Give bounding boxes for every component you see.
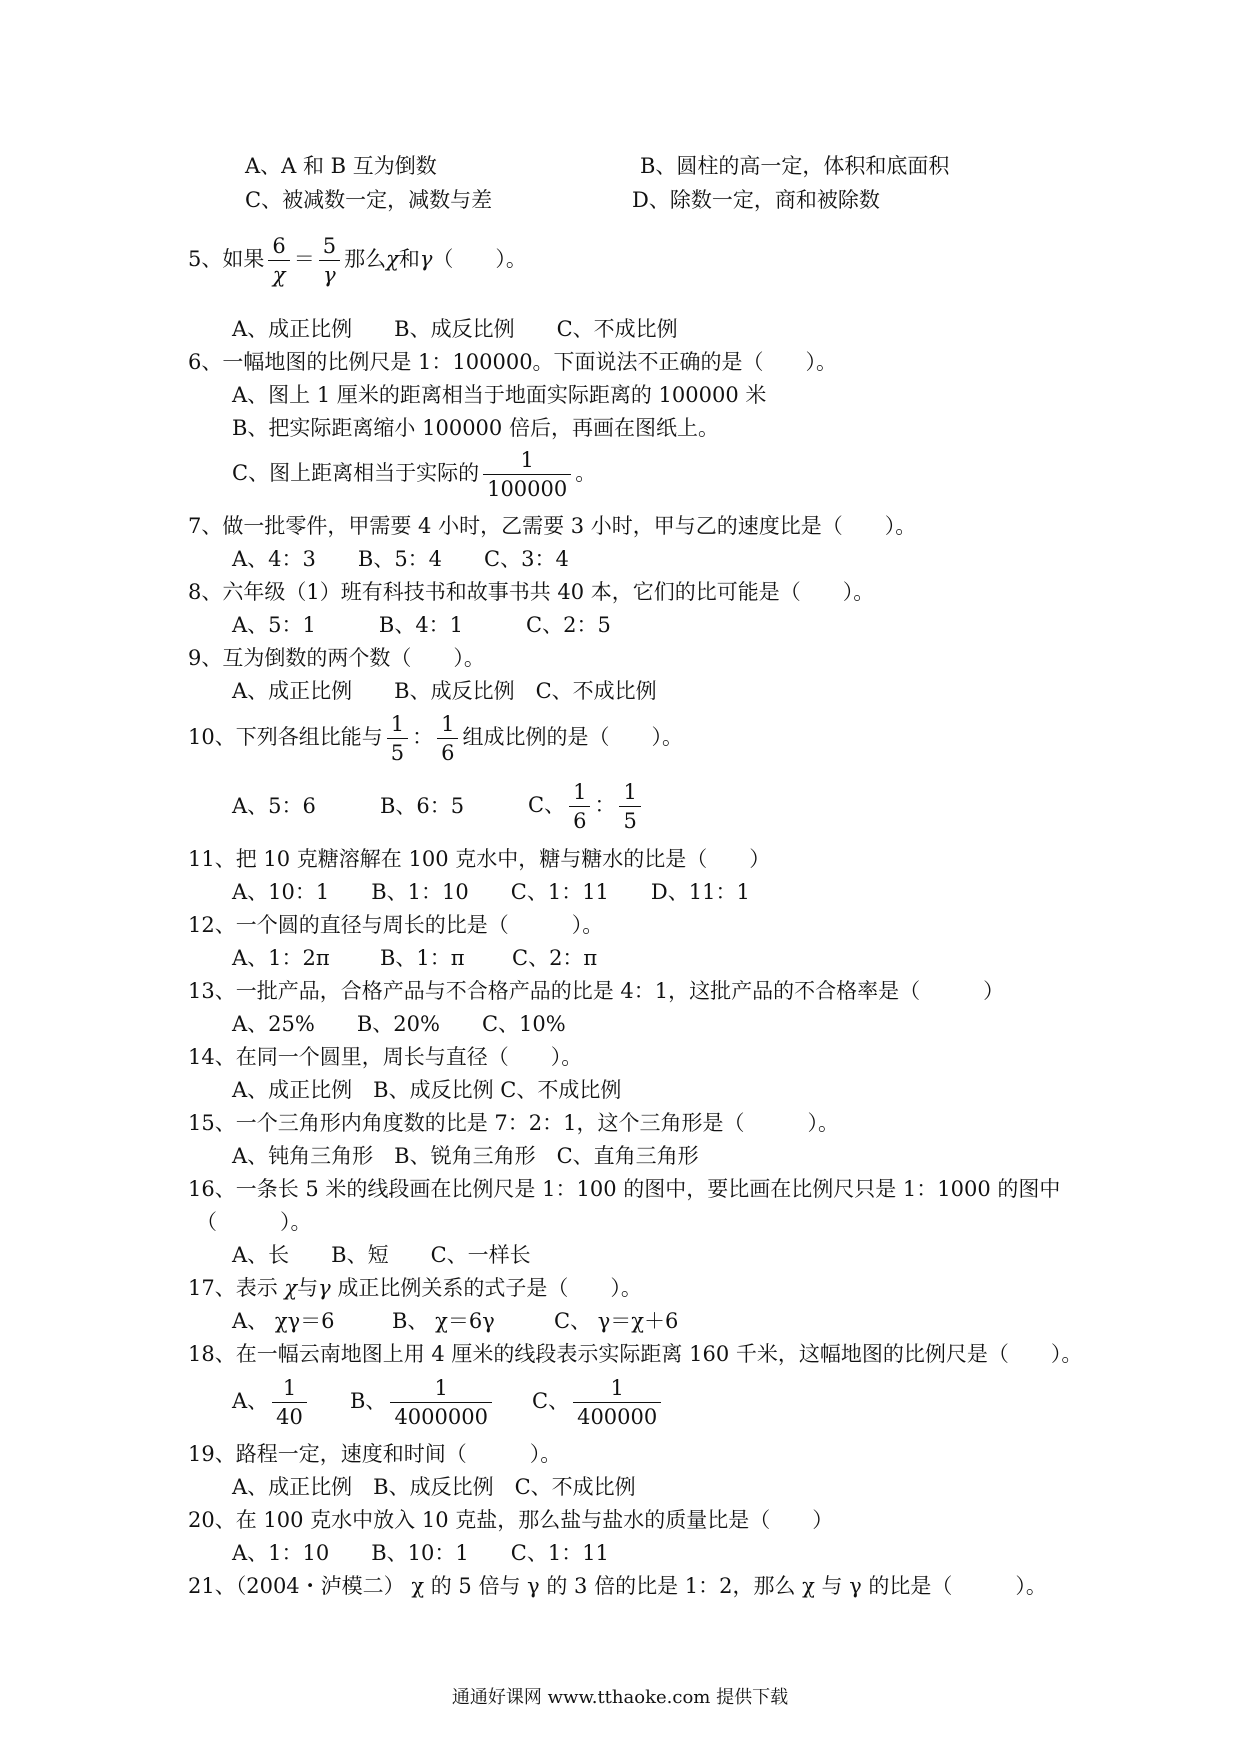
question-17: 17、表示 χ与γ 成正比例关系的式子是（ ）。 xyxy=(188,1276,642,1300)
q18-option-a: A、 $\frac{1}{40}$ xyxy=(232,1374,311,1431)
question-6: 6、一幅地图的比例尺是 1：100000。下面说法不正确的是（ ）。 xyxy=(188,350,838,374)
q16-blank: （ ）。 xyxy=(196,1210,312,1234)
q5-fraction-1: $\frac{6}{\chi}$ xyxy=(268,232,289,289)
q4-option-a: A、A 和 B 互为倒数 xyxy=(245,154,437,178)
q12-option-b: B、1：π xyxy=(380,946,465,970)
q14-options: A、成正比例 B、成反比例 C、不成比例 xyxy=(232,1078,622,1102)
question-15: 15、一个三角形内角度数的比是 7：2：1，这个三角形是（ ）。 xyxy=(188,1111,839,1135)
q17-option-b: B、 χ＝6γ xyxy=(392,1309,495,1333)
q6-option-b: B、把实际距离缩小 100000 倍后，再画在图纸上。 xyxy=(232,416,719,440)
q5-var-y: γ xyxy=(419,247,433,271)
q11-options: A、10：1 B、1：10 C、1：11 D、11：1 xyxy=(232,880,750,904)
q10-fraction-2: $\frac{1}{6}$ xyxy=(437,710,458,767)
q5-var-x: χ xyxy=(386,247,399,271)
q10-option-b: B、6：5 xyxy=(380,794,465,818)
q6-option-a: A、图上 1 厘米的距离相当于地面实际距离的 100000 米 xyxy=(232,383,767,407)
question-16: 16、一条长 5 米的线段画在比例尺是 1：100 的图中，要比画在比例尺只是 1：1000 的图中 xyxy=(188,1177,1061,1201)
q6-fraction: $\frac{1}{100000}$ xyxy=(483,446,571,503)
q10-option-c: C、 $\frac{1}{6}$ ： $\frac{1}{5}$ xyxy=(528,778,645,835)
question-19: 19、路程一定，速度和时间（ ）。 xyxy=(188,1442,562,1466)
q17-options xyxy=(232,1307,792,1335)
question-8: 8、六年级（1）班有科技书和故事书共 40 本，它们的比可能是（ ）。 xyxy=(188,580,875,604)
question-13: 13、一批产品，合格产品与不合格产品的比是 4：1，这批产品的不合格率是（ ） xyxy=(188,979,1005,1003)
q13-options: A、25% B、20% C、10% xyxy=(232,1012,566,1036)
q20-options: A、1：10 B、10：1 C、1：11 xyxy=(232,1541,609,1565)
question-12: 12、一个圆的直径与周长的比是（ ）。 xyxy=(188,913,604,937)
question-18: 18、在一幅云南地图上用 4 厘米的线段表示实际距离 160 千米，这幅地图的比例尺是（ ）。 xyxy=(188,1342,1083,1366)
q5-equals: ＝ xyxy=(293,247,315,271)
q5-blank: （ ）。 xyxy=(432,247,527,271)
q12-option-c: C、2：π xyxy=(512,946,598,970)
question-21: 21、（2004・泸模二） χ 的 5 倍与 γ 的 3 倍的比是 1：2，那么 χ 与 γ 的比是（ ）。 xyxy=(188,1574,1047,1598)
q5-options: A、成正比例 B、成反比例 C、不成比例 xyxy=(232,317,678,341)
q4-option-d: D、除数一定，商和被除数 xyxy=(632,188,880,212)
q5-mid: 那么 xyxy=(344,247,387,271)
q6-option-c: C、图上距离相当于实际的 $\frac{1}{100000}$ 。 xyxy=(232,448,597,501)
q10-option-a: A、5：6 xyxy=(232,794,316,818)
q7-options: A、4：3 B、5：4 C、3：4 xyxy=(232,547,569,571)
q4-option-c: C、被减数一定，减数与差 xyxy=(245,188,493,212)
q18-options xyxy=(232,1374,832,1434)
q19-options: A、成正比例 B、成反比例 C、不成比例 xyxy=(232,1475,636,1499)
q5-and: 和 xyxy=(398,247,420,271)
q9-options: A、成正比例 B、成反比例 C、不成比例 xyxy=(232,679,657,703)
q18-option-c: C、 $\frac{1}{400000}$ xyxy=(532,1374,665,1431)
q12-option-a: A、1：2π xyxy=(232,946,330,970)
q17-option-c: C、 γ＝χ＋6 xyxy=(554,1309,679,1333)
q5-fraction-2: $\frac{5}{\gamma}$ xyxy=(319,232,340,289)
q8-options: A、5：1 B、4：1 C、2：5 xyxy=(232,613,611,637)
question-11: 11、把 10 克糖溶解在 100 克水中，糖与糖水的比是（ ） xyxy=(188,847,771,871)
q10-fraction-1: $\frac{1}{5}$ xyxy=(387,710,408,767)
q12-options xyxy=(232,944,732,972)
footer-download-note: 通通好课网 www.tthaoke.com 提供下载 xyxy=(451,1687,789,1708)
q16-options: A、长 B、短 C、一样长 xyxy=(232,1243,531,1267)
question-14: 14、在同一个圆里，周长与直径（ ）。 xyxy=(188,1045,583,1069)
q5-prefix: 5、如果 xyxy=(188,247,265,271)
q15-options: A、钝角三角形 B、锐角三角形 C、直角三角形 xyxy=(232,1144,699,1168)
question-9: 9、互为倒数的两个数（ ）。 xyxy=(188,646,485,670)
question-5 xyxy=(188,232,527,289)
question-20: 20、在 100 克水中放入 10 克盐，那么盐与盐水的质量比是（ ） xyxy=(188,1508,834,1532)
q17-option-a: A、 χγ＝6 xyxy=(232,1309,335,1333)
q18-option-b: B、 $\frac{1}{4000000}$ xyxy=(350,1374,496,1431)
question-10: 10、下列各组比能与 $\frac{1}{5}$ ： $\frac{1}{6}$ 组成比例的是（ ）。 xyxy=(188,712,683,765)
q4-option-b: B、圆柱的高一定，体积和底面积 xyxy=(640,154,950,178)
q10-options xyxy=(232,778,832,838)
question-7: 7、做一批零件，甲需要 4 小时，乙需要 3 小时，甲与乙的速度比是（ ）。 xyxy=(188,514,917,538)
